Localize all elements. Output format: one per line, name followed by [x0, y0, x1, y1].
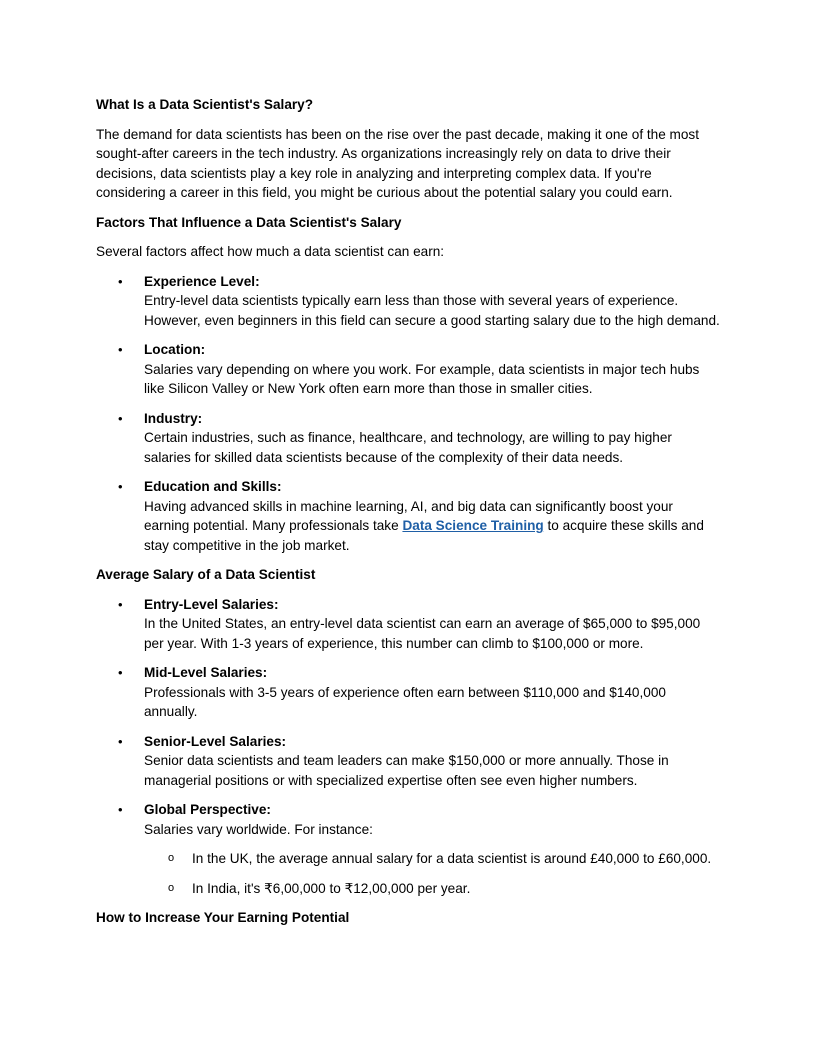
factors-lead: Several factors affect how much a data scientist can earn: — [96, 244, 445, 259]
item-body: Salaries vary worldwide. For instance: — [144, 821, 373, 837]
bullet-icon: • — [118, 802, 123, 817]
bullet-icon: • — [118, 665, 123, 680]
circle-bullet-icon: o — [168, 852, 175, 864]
average-heading: Average Salary of a Data Scientist — [96, 567, 316, 582]
item-body: Senior data scientists and team leaders can make $150,000 or more annually. Those in managerial positions or with specialized expertise often see even higher numbers. — [144, 753, 669, 788]
item-title: Global Perspective: — [144, 802, 271, 817]
bullet-icon: • — [118, 273, 123, 289]
item-body: Certain industries, such as finance, healthcare, and technology, are willing to pay higher salaries for skilled data scientists because of the complexity of their data needs. — [144, 430, 672, 465]
intro-paragraph: The demand for data scientists has been on the rise over the past decade, making it one of the most sought-after careers in the tech industry. As organizations increasingly rely on data to drive their decisions, data scientists play a key role in analyzing and interpreting complex data. If you're considering a career in this field, you might be curious about the potential salary you could earn. — [96, 126, 700, 200]
page-title: What Is a Data Scientist's Salary? — [96, 97, 314, 112]
list-item — [96, 800, 720, 898]
item-title: Mid-Level Salaries: — [144, 665, 268, 680]
list-item — [96, 477, 720, 555]
bullet-icon: • — [118, 733, 123, 749]
item-body — [144, 497, 720, 556]
list-item — [96, 340, 720, 399]
item-title: Industry: — [144, 410, 203, 426]
average-list — [96, 595, 720, 899]
sublist-item-text: In India, it's ₹6,00,000 to ₹12,00,000 per year. — [192, 880, 471, 896]
item-body: Salaries vary depending on where you work. For example, data scientists in major tech hubs like Silicon Valley or New York often earn more than those in smaller cities. — [144, 361, 700, 396]
item-title: Experience Level: — [144, 273, 260, 289]
sublist-item — [144, 879, 720, 899]
factors-list — [96, 272, 720, 556]
factors-heading: Factors That Influence a Data Scientist's Salary — [96, 214, 402, 230]
increase-heading: How to Increase Your Earning Potential — [96, 910, 350, 925]
sublist-item-text: In the UK, the average annual salary for a data scientist is around £40,000 to £60,000. — [192, 851, 712, 866]
list-item — [96, 732, 720, 791]
item-body-text: Having advanced skills in machine learning, AI, and big data can significantly boost your earning potential. Many professionals take — [144, 498, 673, 533]
global-sublist — [144, 849, 720, 898]
list-item — [96, 595, 720, 654]
list-item — [96, 272, 720, 331]
bullet-icon: • — [118, 596, 123, 612]
bullet-icon: • — [118, 342, 123, 357]
item-title: Education and Skills: — [144, 479, 282, 494]
item-title: Entry-Level Salaries: — [144, 596, 279, 612]
item-title: Senior-Level Salaries: — [144, 733, 287, 749]
sublist-item — [144, 849, 720, 869]
document-page — [96, 95, 720, 938]
item-title: Location: — [144, 342, 206, 357]
item-body: Entry-level data scientists typically earn less than those with several years of experience. However, even beginners in this field can secure a good starting salary due to the high demand. — [144, 293, 720, 328]
item-body: In the United States, an entry-level data scientist can earn an average of $65,000 to $95,000 per year. With 1-3 years of experience, this number can climb to $100,000 or more. — [144, 616, 701, 651]
item-body: Professionals with 3-5 years of experience often earn between $110,000 and $140,000 annually. — [144, 684, 666, 719]
item-body-text: to acquire these skills and stay competitive in the job market. — [144, 518, 704, 553]
data-science-training-link[interactable]: Data Science Training — [402, 518, 544, 533]
bullet-icon: • — [118, 410, 123, 426]
circle-bullet-icon: o — [168, 881, 175, 894]
list-item — [96, 409, 720, 468]
list-item — [96, 663, 720, 722]
bullet-icon: • — [118, 479, 123, 494]
